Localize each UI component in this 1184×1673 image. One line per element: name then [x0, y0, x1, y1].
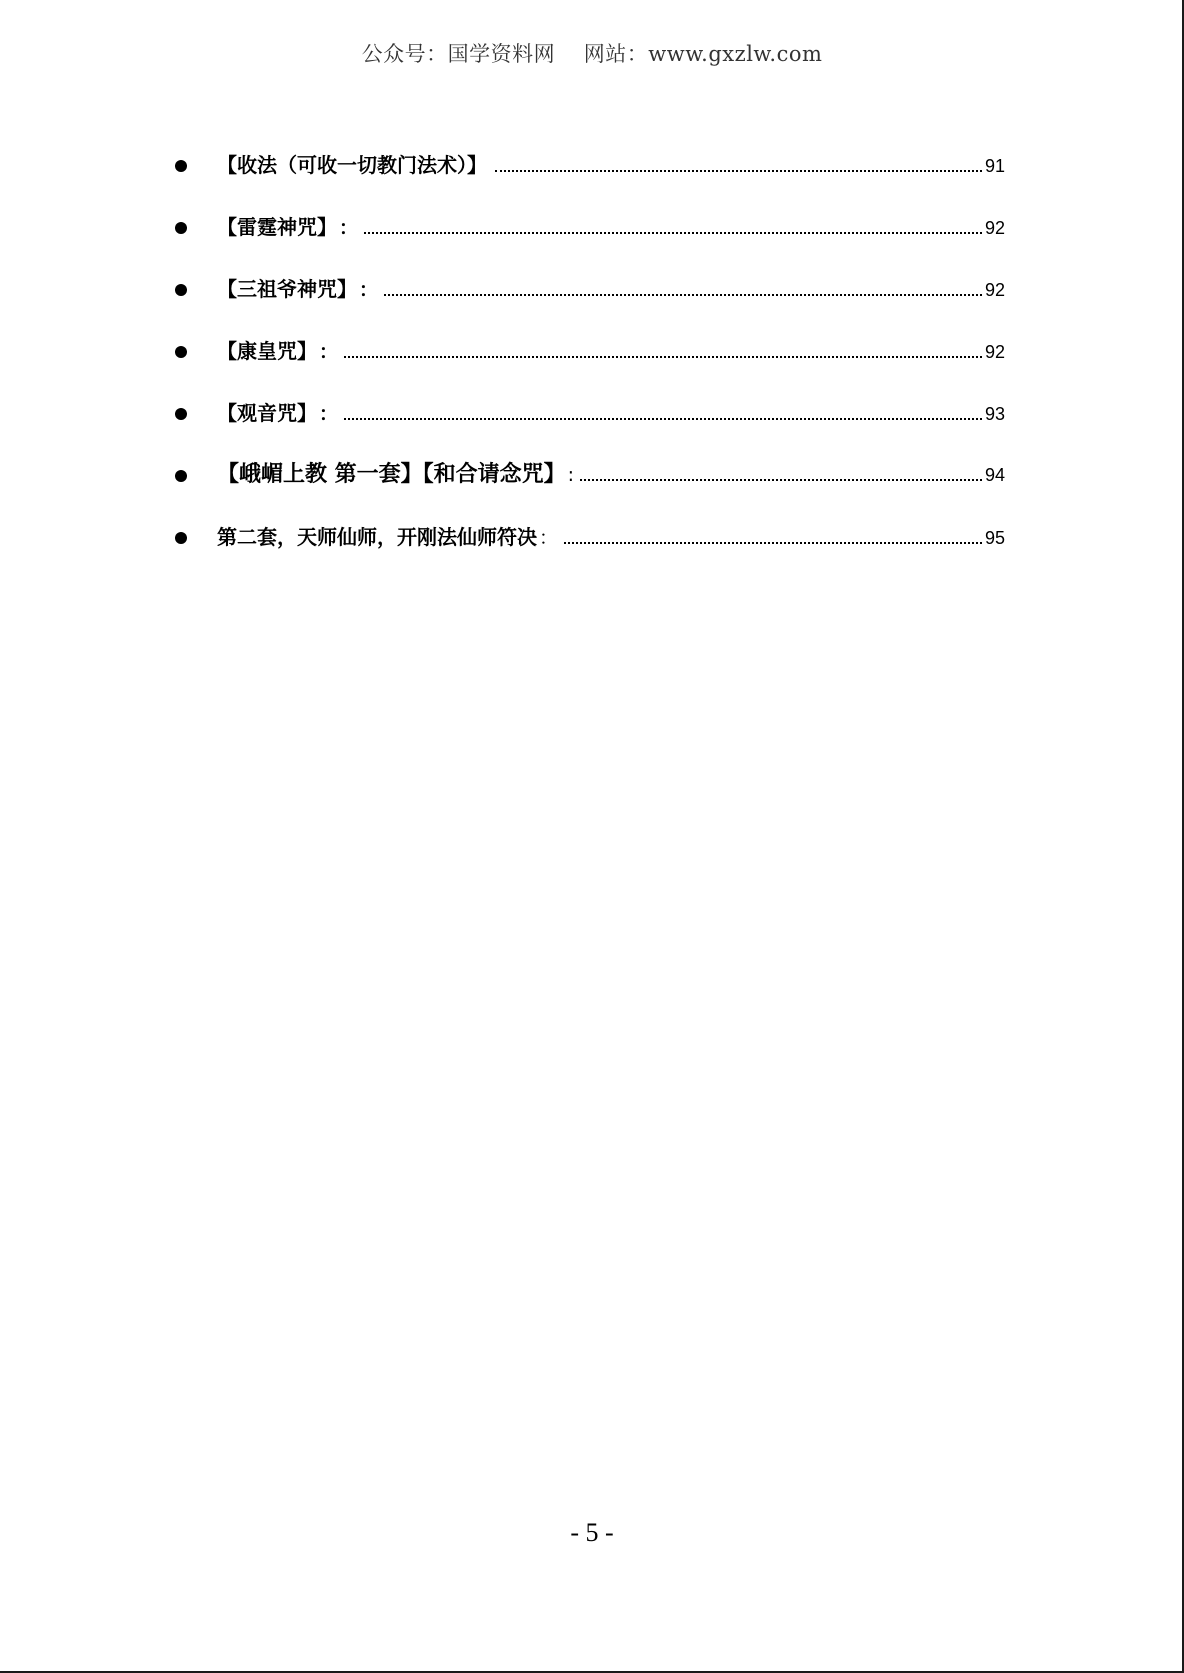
- toc-entry[interactable]: [175, 462, 1005, 524]
- bullet-icon: [175, 160, 187, 172]
- toc-entry-colon: ：: [319, 341, 339, 363]
- toc-entry-page: 92: [984, 342, 1005, 362]
- toc-entry-line: [217, 276, 1005, 303]
- dot-leader: [580, 479, 982, 481]
- toc-entry-colon: ：: [319, 403, 339, 425]
- dot-leader: [564, 542, 982, 544]
- toc-entry-line: [217, 524, 1005, 551]
- toc-entry[interactable]: [175, 214, 1005, 276]
- toc-entry-title: 【观音咒】: [217, 401, 317, 425]
- toc-entry-colon: ：: [539, 527, 559, 549]
- toc-entry-title: 第二套，天师仙师，开刚法仙师符决: [217, 525, 537, 549]
- toc-entry[interactable]: [175, 524, 1005, 586]
- toc-entry-line: [217, 152, 1005, 179]
- toc-entry-title: 【康皇咒】: [217, 339, 317, 363]
- toc-entry-colon: ：: [339, 217, 359, 239]
- toc-entry-page: 91: [984, 156, 1005, 176]
- toc-entry-line: [217, 338, 1005, 365]
- bullet-icon: [175, 222, 187, 234]
- table-of-contents: [175, 152, 1005, 586]
- dot-leader: [344, 418, 982, 420]
- toc-entry-title: 【峨嵋上教 第一套】【和合请念咒】: [217, 462, 566, 487]
- toc-entry-page: 94: [984, 465, 1005, 485]
- toc-entry[interactable]: [175, 152, 1005, 214]
- toc-entry-line: [217, 400, 1005, 427]
- dot-leader: [495, 170, 982, 172]
- toc-entry-colon: ：: [359, 279, 379, 301]
- toc-entry[interactable]: [175, 400, 1005, 462]
- page-header: 公众号：国学资料网 网站：www.gxzlw.com: [361, 42, 823, 66]
- toc-entry-page: 92: [984, 280, 1005, 300]
- bullet-icon: [175, 532, 187, 544]
- toc-entry-page: 95: [984, 528, 1005, 548]
- dot-leader: [364, 232, 982, 234]
- toc-entry-line: [217, 214, 1005, 241]
- toc-entry-title: 【雷霆神咒】: [217, 215, 337, 239]
- bullet-icon: [175, 284, 187, 296]
- toc-entry-title: 【三祖爷神咒】: [217, 277, 357, 301]
- toc-entry[interactable]: [175, 276, 1005, 338]
- page-number: - 5 -: [570, 1518, 614, 1547]
- bullet-icon: [175, 408, 187, 420]
- toc-entry-title: 【收法（可收一切教门法术）】: [217, 153, 487, 177]
- toc-entry-page: 93: [984, 404, 1005, 424]
- toc-entry[interactable]: [175, 338, 1005, 400]
- toc-entry-colon: :: [567, 464, 575, 486]
- dot-leader: [384, 294, 982, 296]
- toc-entry-page: 92: [984, 218, 1005, 238]
- dot-leader: [344, 356, 982, 358]
- bullet-icon: [175, 346, 187, 358]
- bullet-icon: [175, 470, 187, 482]
- toc-entry-line: [217, 462, 1005, 488]
